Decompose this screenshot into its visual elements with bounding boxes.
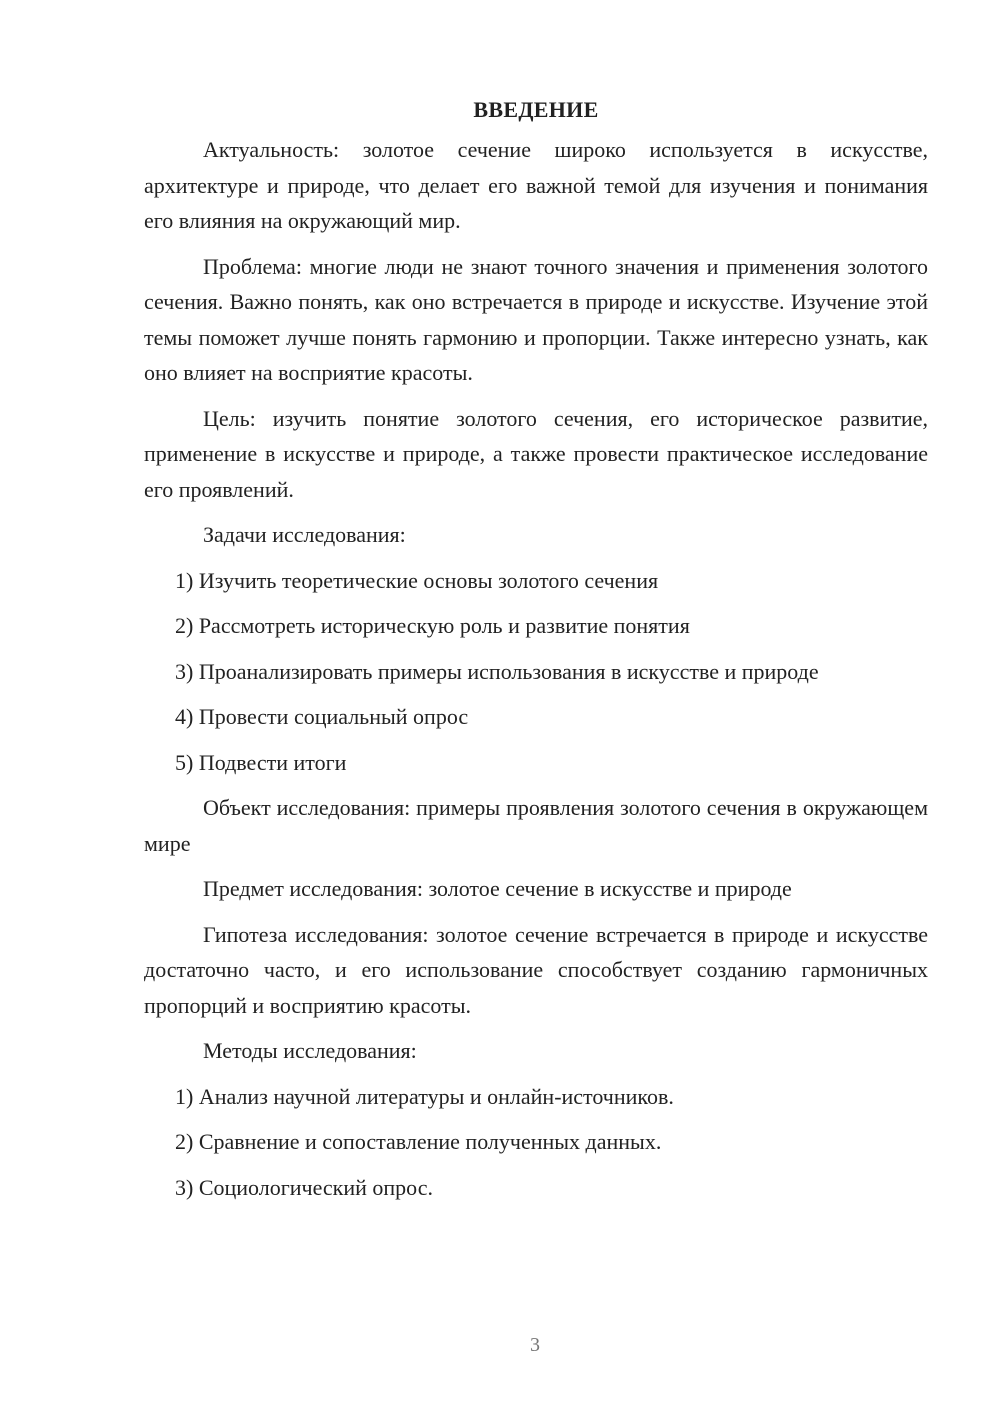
page-number: 3 [530, 1334, 540, 1356]
method-item: 1) Анализ научной литературы и онлайн-источников. [175, 1083, 674, 1109]
relevance-paragraph: Актуальность: золотое сечение широко используется в искусстве, архитектуре и природе, что делает его важной темой для изучения и понимания его влияния на окружающий мир. [144, 137, 928, 233]
method-item: 3) Социологический опрос. [175, 1174, 433, 1200]
hypothesis-paragraph: Гипотеза исследования: золотое сечение встречается в природе и искусстве достаточно часто, и его использование способствует созданию гармоничных пропорций и восприятию красоты. [144, 921, 928, 1018]
tasks-title: Задачи исследования: [203, 522, 406, 547]
task-item: 2) Рассмотреть историческую роль и развитие понятия [175, 613, 690, 638]
section-heading: ВВЕДЕНИЕ [473, 97, 599, 122]
method-item: 2) Сравнение и сопоставление полученных данных. [175, 1129, 662, 1154]
task-item: 1) Изучить теоретические основы золотого сечения [175, 567, 659, 593]
document-page [144, 92, 928, 1215]
task-item: 4) Провести социальный опрос [175, 704, 469, 729]
problem-paragraph: Проблема: многие люди не знают точного значения и применения золотого сечения. Важно понять, как оно встречается в природе и искусстве. Изучение этой темы поможет лучше понять гармонию и пропорции. Также интересно узнать, как оно влияет на восприятие красоты. [144, 253, 928, 385]
task-item: 5) Подвести итоги [175, 749, 347, 775]
subject-paragraph: Предмет исследования: золотое сечение в искусстве и природе [203, 876, 792, 901]
methods-title: Методы исследования: [203, 1038, 417, 1063]
object-paragraph: Объект исследования: примеры проявления золотого сечения в окружающем мире [144, 795, 928, 856]
goal-paragraph: Цель: изучить понятие золотого сечения, его историческое развитие, применение в искусстве и природе, а также провести практическое исследование его проявлений. [144, 405, 928, 502]
task-item: 3) Проанализировать примеры использования в искусстве и природе [175, 658, 819, 684]
